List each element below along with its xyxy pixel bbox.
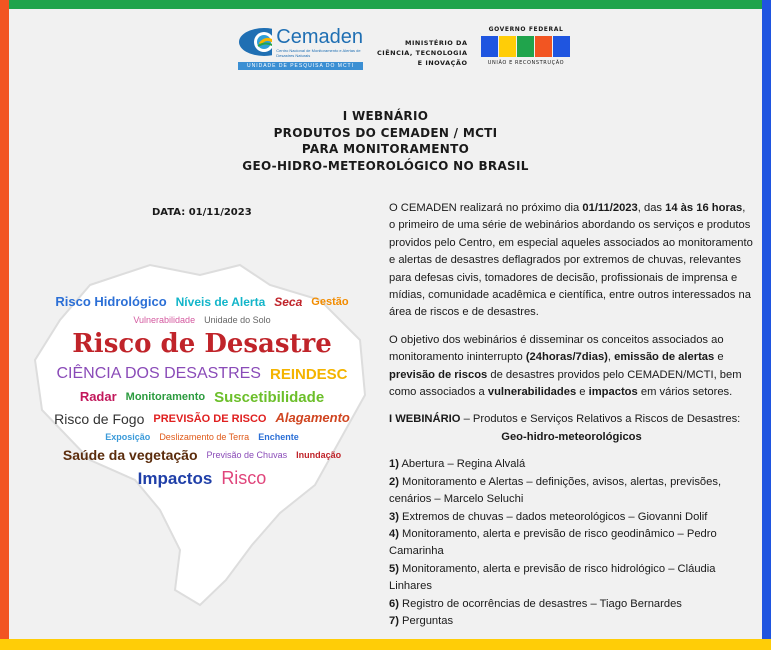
cloud-word: Saúde da vegetação xyxy=(62,447,198,464)
cloud-word: Risco de Fogo xyxy=(54,410,145,427)
word-cloud-brazil xyxy=(30,255,370,610)
title-line: PARA MONITORAMENTO xyxy=(301,142,470,156)
ministry-logo xyxy=(377,38,467,68)
cemaden-logo xyxy=(238,26,363,70)
cloud-word: Inundação xyxy=(296,450,342,461)
cloud-word: Seca xyxy=(274,294,303,309)
title-line: GEO-HIDRO-METEOROLÓGICO NO BRASIL xyxy=(242,158,529,173)
ministry-line: E INOVAÇÃO xyxy=(417,59,468,67)
agenda-item: 3) Extremos de chuvas – dados meteorológicos – Giovanni Dolif xyxy=(389,510,708,523)
event-date: DATA: 01/11/2023 xyxy=(152,207,252,218)
cloud-word: Alagamento xyxy=(275,410,350,426)
event-description xyxy=(389,200,754,630)
cloud-word: Enchente xyxy=(258,431,299,442)
agenda-list xyxy=(389,456,754,630)
gov-top: GOVERNO FEDERAL xyxy=(488,26,564,33)
cloud-word: CIÊNCIA DOS DESASTRES xyxy=(56,365,261,383)
agenda-item: 1) Abertura – Regina Alvalá xyxy=(389,458,526,471)
ministry-line: MINISTÉRIO DA xyxy=(405,39,468,47)
ministry-line: CIÊNCIA, TECNOLOGIA xyxy=(377,49,468,57)
left-border xyxy=(0,0,9,650)
cloud-word: Exposição xyxy=(105,431,151,442)
agenda-item: 2) Monitoramento e Alertas – definições, avisos, alertas, previsões, cenários – Marcelo Seluchi xyxy=(389,475,722,506)
cloud-word: Vulnerabilidade xyxy=(133,314,196,325)
cemaden-subtitle: Centro Nacional de Monitoramento e Alertas de Desastres Naturais xyxy=(276,48,361,58)
cloud-word: Unidade do Solo xyxy=(204,314,271,325)
agenda-item: 7) Perguntas xyxy=(389,614,454,627)
cloud-word: Risco Hidrológico xyxy=(55,294,167,309)
cloud-word: REINDESC xyxy=(269,365,348,383)
cloud-word: Radar xyxy=(79,388,117,404)
cloud-word: Impactos xyxy=(137,468,213,488)
bottom-border xyxy=(0,639,771,650)
agenda-item: 6) Registro de ocorrências de desastres – Tiago Bernardes xyxy=(389,597,682,610)
right-border xyxy=(762,0,771,650)
title-line: PRODUTOS DO CEMADEN / MCTI xyxy=(273,125,498,140)
cemaden-strip: UNIDADE DE PESQUISA DO MCTI xyxy=(238,62,363,70)
brasil-logo xyxy=(481,36,570,57)
cloud-word: Previsão de Chuvas xyxy=(206,450,288,461)
event-title xyxy=(0,108,771,174)
cloud-word: PREVISÃO DE RISCO xyxy=(153,412,267,425)
cemaden-eye-icon xyxy=(238,26,272,58)
webinar-heading: I WEBINÁRIO – Produtos e Serviços Relativos a Riscos de Desastres: Geo-hidro-meteorológicos xyxy=(389,413,741,443)
cloud-word: Deslizamento de Terra xyxy=(159,431,250,442)
objective-paragraph: O objetivo dos webinários é disseminar os conceitos associados ao monitoramento ininterrupto (24horas/7dias), emissão de alertas e previsão de riscos de desastres providos pelo CEMADEN/MCTI, bem como associados a vulnerabilidades e impactos em vários setores. xyxy=(389,333,742,399)
agenda-item: 5) Monitoramento, alerta e previsão de risco hidrológico – Cláudia Linhares xyxy=(389,562,716,593)
cloud-word: Gestão xyxy=(311,296,349,309)
title-line: I WEBNÁRIO xyxy=(342,109,429,123)
cloud-word: Níveis de Alerta xyxy=(175,294,266,309)
header-logos xyxy=(238,26,570,70)
cloud-word: Monitoramento xyxy=(125,390,206,403)
agenda-item: 4) Monitoramento, alerta e previsão de risco geodinâmico – Pedro Camarinha xyxy=(389,527,717,558)
government-logo xyxy=(481,26,570,66)
cloud-word: Risco de Desastre xyxy=(72,329,332,360)
top-border xyxy=(0,0,771,9)
cloud-words xyxy=(52,295,352,489)
cloud-word: Suscetibilidade xyxy=(214,388,325,406)
intro-paragraph: O CEMADEN realizará no próximo dia 01/11/2023, das 14 às 16 horas, o primeiro de uma série de webinários abordando os serviços e produtos providos pelo Centro, em especial aqueles associados ao monitoramento e alertas de desastres deflagrados por extremos de chuvas, relevantes para defesas civis, tomadores de decisão, profissionais de imprensa e mídias, comunidade acadêmica e científica, entre outros interessados na área de riscos e de desastres. xyxy=(389,202,753,319)
gov-bottom: UNIÃO E RECONSTRUÇÃO xyxy=(487,60,565,66)
cemaden-name: Cemaden xyxy=(276,26,363,48)
cloud-word: Risco xyxy=(221,468,267,489)
